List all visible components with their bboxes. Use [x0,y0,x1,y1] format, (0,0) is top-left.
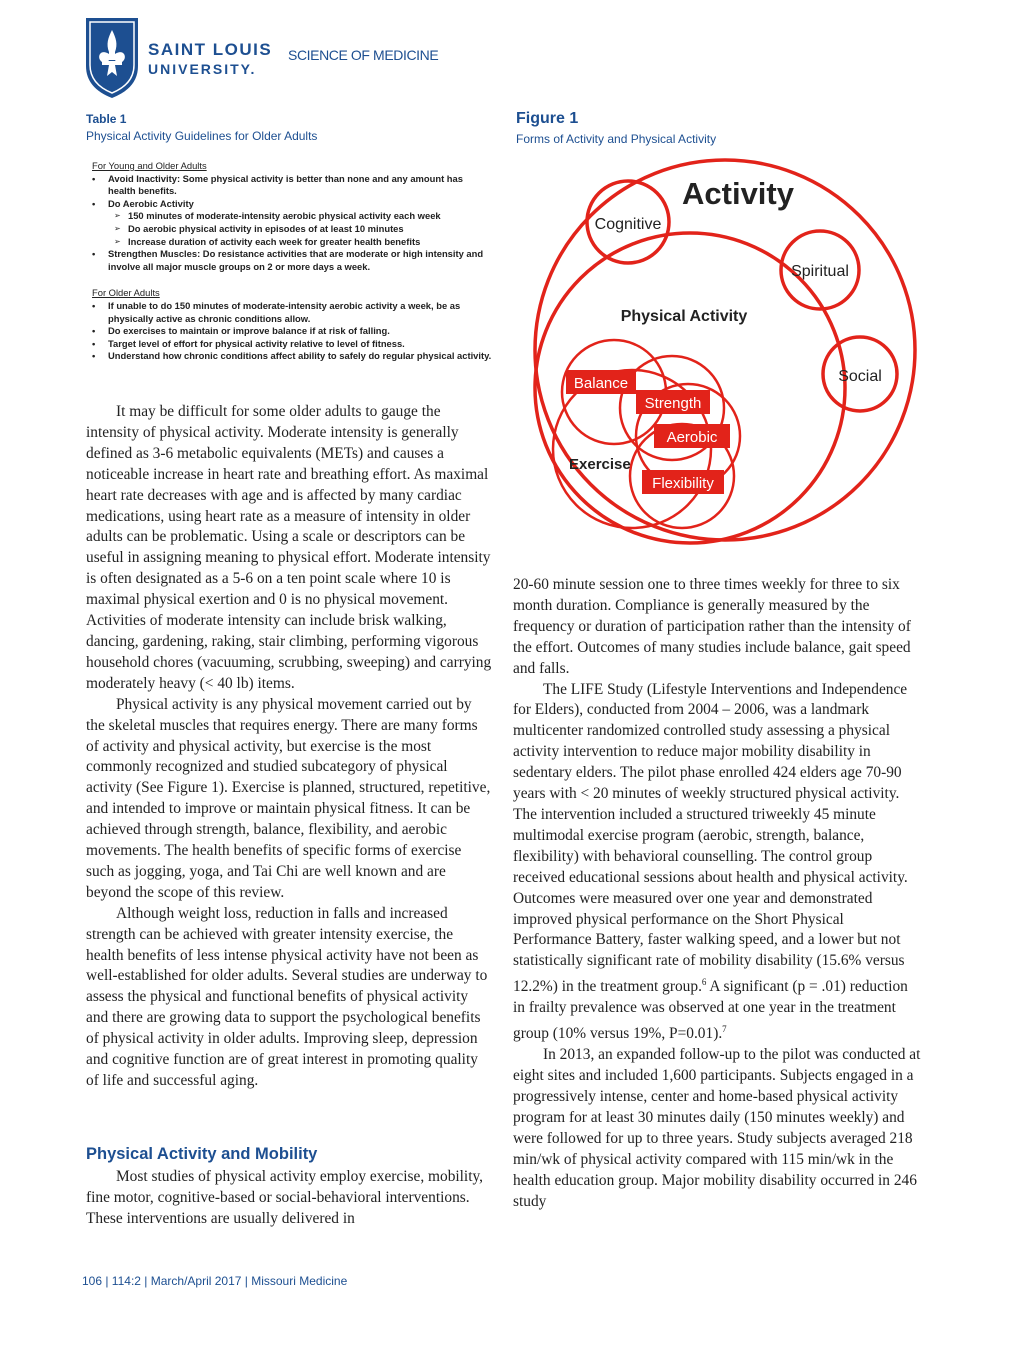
body-left-column-section [86,1167,492,1230]
body-paragraph: 20-60 minute session one to three times weekly for three to six month duration. Compliance is generally measured by the frequency or duration of participation rather than the intensity of the effort. Outcomes of many studies include balance, gait speed and falls. [513,576,911,677]
guideline-item: • Understand how chronic conditions affect ability to safely do regular physical activity. [92,350,492,363]
guideline-item: • Target level of effort for physical activity relative to level of fitness. [92,338,492,351]
exercise-label: Exercise [569,456,631,473]
page-footer: 106 | 114:2 | March/April 2017 | Missouri Medicine [82,1274,348,1288]
body-right-column [513,575,923,1212]
guideline-item: • Do exercises to maintain or improve balance if at risk of falling. [92,325,492,338]
table-label: Table 1 [86,112,127,126]
journal-section-title: SCIENCE OF MEDICINE [288,47,439,63]
spiritual-label: Spiritual [791,263,849,280]
body-paragraph: Physical activity is any physical movement carried out by the skeletal muscles that requires energy. There are many forms of activity and physical activity, but exercise is the most commonly recognized and studied subcategory of physical activity (See Figure 1). Exercise is planned, structured, repetitive, and intended to improve or maintain physical fitness. It can be achieved through strength, balance, flexibility, and aerobic movements. The health benefits of specific forms of exercise such as jogging, yoga, and Tai Chi are well known and are beyond the scope of this review. [86,695,491,901]
strength-label: Strength [644,395,702,412]
paragraph-text: A significant (p = .01) reduction in frailty prevalence was observed at one year in the treatment group (10% versus 19%, P=0.01). [513,978,908,1043]
body-paragraph: Although weight loss, reduction in falls and increased strength can be achieved with greater intensity exercise, the health benefits of less intense physical activity have not been as well-established for older adults. Several studies are underway to assess the physical and functional benefits of physical activity and there are growing data to support the psychological benefits of physical activity in older adults. Improving sleep, depression and cognitive function are of great interest in promoting quality of life and successful aging. [86,904,488,1089]
activity-circle [535,160,915,540]
body-paragraph: It may be difficult for some older adults to gauge the intensity of physical activity. Moderate intensity is generally defined as 3-6 metabolic equivalents (METs) and causes a noticeable increase in heart rate and breathing effort. As maximal heart rate decreases with age and is affected by many cardiac medications, using heart rate as a measure of intensity in older adults can be problematic. Using a scale or descriptors can be useful in assigning meaning to physical effort. Moderate intensity is often designated as a 5-6 on a ten point scale where 10 is maximal physical exertion and 0 is no physical movement. Activities of moderate intensity can include brisk walking, dancing, gardening, raking, stair climbing, performing vigorous household chores (vacuuming, scrubbing, sweeping) and carrying moderately heavy (< 40 lb) items. [86,403,492,692]
body-paragraph [513,680,923,1046]
guidelines-heading-older: For Older Adults [92,287,160,299]
slu-shield-logo-icon [82,14,142,100]
reference-superscript: 6 [701,977,707,988]
activity-venn-diagram [512,152,932,552]
page-header [82,14,502,104]
body-paragraph: Most studies of physical activity employ exercise, mobility, fine motor, cognitive-based or social-behavioral interventions. These interventions are usually delivered in [86,1168,484,1227]
activity-label: Activity [682,176,794,211]
body-paragraph: In 2013, an expanded follow-up to the pilot was conducted at eight sites and included 1,600 participants. Subjects engaged in a progressively intense, center and home-based physical activity program for at least 30 minutes daily (150 minutes weekly) and were followed for up to three years. Study subjects averaged 218 min/wk of physical activity compared with 115 min/wk in the health education group. Major mobility disability occurred in 246 study [513,1046,921,1210]
guideline-item: • Strengthen Muscles: Do resistance activities that are moderate or high intensity and involve all major muscle groups on 2 or more days a week. [92,248,492,273]
aerobic-label: Aerobic [666,429,718,446]
guideline-subitem: ➢ Increase duration of activity each week for greater health benefits [92,236,492,249]
guidelines-list-older [92,300,492,363]
guidelines-table [92,160,492,363]
physical-activity-label: Physical Activity [620,308,748,325]
guideline-subitem: ➢ 150 minutes of moderate-intensity aerobic physical activity each week [92,210,492,223]
guideline-item: • Do Aerobic Activity [92,198,492,211]
guideline-item: • Avoid Inactivity: Some physical activity is better than none and any amount has health benefits. [92,173,492,198]
reference-superscript: 7 [722,1024,727,1035]
figure-title: Forms of Activity and Physical Activity [516,132,717,146]
table-title: Physical Activity Guidelines for Older Adults [86,129,318,143]
section-heading: Physical Activity and Mobility [86,1145,318,1163]
guidelines-list-young-older [92,173,492,274]
social-label: Social [838,368,882,385]
figure-label: Figure 1 [516,110,579,127]
guidelines-heading-young-older: For Young and Older Adults [92,160,207,171]
university-name-line2: UNIVERSITY. [148,61,257,77]
guideline-item: • If unable to do 150 minutes of moderate-intensity aerobic activity a week, be as physically active as chronic conditions allow. [92,300,492,325]
cognitive-label: Cognitive [594,216,662,233]
paragraph-text: The LIFE Study (Lifestyle Interventions and Independence for Elders), conducted from 2004 – 2006, was a landmark multicenter randomized controlled study assessing a physical activity intervention to reduce major mobility disability in sedentary elders. The pilot phase enrolled 424 elders age 70-90 years with < 20 minutes of weekly structured physical activity. The intervention included a structured triweekly 45 minute multimodal exercise program (aerobic, strength, balance, flexibility) with behavioral counselling. The control group received educational sessions about health and physical activity. Outcomes were measured over one year and demonstrated improved physical performance on the Short Physical Performance Battery, faster walking speed, and a lower but not statistically significant rate of mobility disability (15.6% versus 12.2%) in the treatment group. [513,680,908,996]
balance-label: Balance [573,375,629,392]
guideline-subitem: ➢ Do aerobic physical activity in episodes of at least 10 minutes [92,223,492,236]
body-left-column [86,402,492,1092]
university-name-line1: SAINT LOUIS [148,40,273,59]
flexibility-label: Flexibility [652,475,714,492]
